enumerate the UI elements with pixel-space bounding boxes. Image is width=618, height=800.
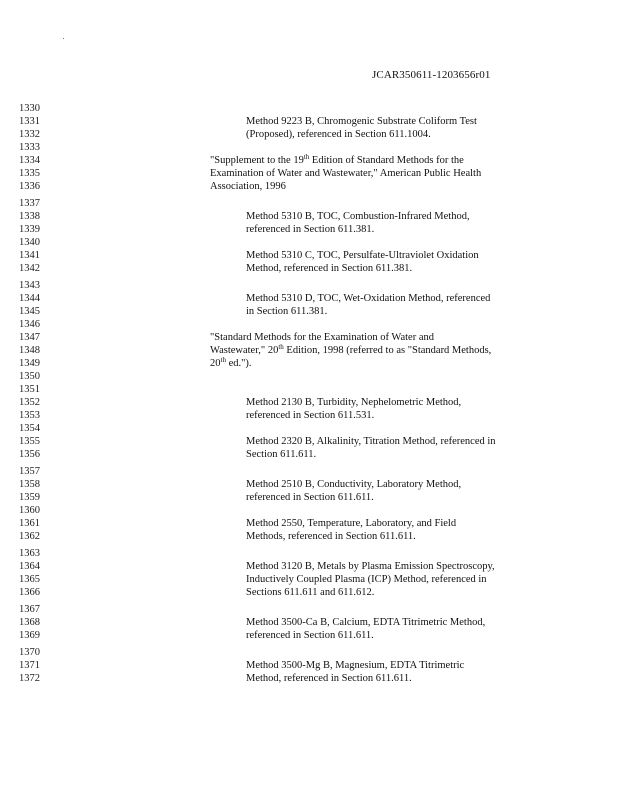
superscript: th: [303, 153, 310, 161]
text-line: Method 5310 C, TOC, Persulfate-Ultraviolet Oxidation: [246, 250, 479, 261]
line-number: 1332: [19, 129, 40, 140]
line-number: 1367: [19, 604, 40, 615]
line-number: 1341: [19, 250, 40, 261]
text-line: Method 2510 B, Conductivity, Laboratory Method,: [246, 479, 462, 490]
text-line: Method 2130 B, Turbidity, Nephelometric Method,: [246, 397, 462, 408]
line-number: 1347: [19, 332, 40, 343]
line-number: 1361: [19, 518, 40, 529]
line-number: 1354: [19, 423, 40, 434]
line-number: 1355: [19, 436, 40, 447]
text-line: Method 5310 D, TOC, Wet-Oxidation Method, referenced: [246, 293, 491, 304]
text-segment: 20: [210, 358, 221, 369]
line-number: 1358: [19, 479, 40, 490]
line-number: 1331: [19, 116, 40, 127]
superscript: th: [278, 343, 284, 351]
text-line: Method 2320 B, Alkalinity, Titration Method, referenced in: [246, 436, 496, 447]
line-number: 1337: [19, 198, 40, 209]
line-number: 1365: [19, 574, 40, 585]
text-line: Method 3500-Ca B, Calcium, EDTA Titrimetric Method,: [246, 617, 486, 628]
text-line: Association, 1996: [210, 181, 286, 192]
text-line: Method 9223 B, Chromogenic Substrate Coliform Test: [246, 116, 477, 127]
line-number: 1345: [19, 306, 40, 317]
line-number: 1342: [19, 263, 40, 274]
line-number: 1371: [19, 660, 40, 671]
line-number: 1352: [19, 397, 40, 408]
line-number: 1339: [19, 224, 40, 235]
text-line: Method 5310 B, TOC, Combustion-Infrared Method,: [246, 211, 470, 222]
line-number: 1356: [19, 449, 40, 460]
text-line: Method, referenced in Section 611.381.: [246, 263, 413, 274]
line-number: 1363: [19, 548, 40, 559]
text-line: [210, 357, 252, 370]
text-line: Method 3500-Mg B, Magnesium, EDTA Titrimetric: [246, 660, 465, 671]
text-line: Method 3120 B, Metals by Plasma Emission Spectroscopy,: [246, 561, 495, 572]
text-segment: Edition of Standard Methods for the: [309, 155, 464, 166]
line-number: 1330: [19, 103, 40, 114]
line-number: 1335: [19, 168, 40, 179]
text-line: referenced in Section 611.611.: [246, 492, 374, 503]
text-line: referenced in Section 611.381.: [246, 224, 375, 235]
text-line: "Standard Methods for the Examination of Water and: [210, 332, 434, 343]
line-number: 1348: [19, 345, 40, 356]
line-number: 1338: [19, 211, 40, 222]
text-line: Sections 611.611 and 611.612.: [246, 587, 375, 598]
line-number: 1336: [19, 181, 40, 192]
text-line: Section 611.611.: [246, 449, 317, 460]
line-number: 1370: [19, 647, 40, 658]
text-line: Examination of Water and Wastewater," American Public Health: [210, 168, 482, 179]
text-line: Method, referenced in Section 611.611.: [246, 673, 412, 684]
text-line: Methods, referenced in Section 611.611.: [246, 531, 416, 542]
line-number: 1351: [19, 384, 40, 395]
line-number: 1368: [19, 617, 40, 628]
text-line: referenced in Section 611.611.: [246, 630, 374, 641]
line-number: 1353: [19, 410, 40, 421]
line-number: 1359: [19, 492, 40, 503]
text-segment: Wastewater," 20: [210, 345, 279, 356]
line-number: 1346: [19, 319, 40, 330]
line-number: 1350: [19, 371, 40, 382]
text-segment: ed.").: [225, 358, 252, 369]
line-number: 1343: [19, 280, 40, 291]
text-line: Method 2550, Temperature, Laboratory, and Field: [246, 518, 457, 529]
text-line: [210, 154, 464, 167]
line-number: 1340: [19, 237, 40, 248]
line-number: 1360: [19, 505, 40, 516]
superscript: th: [220, 356, 226, 364]
line-number: 1334: [19, 155, 40, 166]
line-number: 1349: [19, 358, 40, 369]
text-segment: "Supplement to the 19: [210, 155, 304, 166]
text-segment: Edition, 1998 (referred to as "Standard Methods,: [283, 345, 492, 356]
text-line: referenced in Section 611.531.: [246, 410, 375, 421]
scan-speck: [63, 38, 64, 39]
line-number: 1357: [19, 466, 40, 477]
line-number: 1372: [19, 673, 40, 684]
line-number: 1362: [19, 531, 40, 542]
text-line: in Section 611.381.: [246, 306, 328, 317]
line-number: 1333: [19, 142, 40, 153]
document-id: JCAR350611-1203656r01: [372, 69, 491, 81]
text-line: [210, 344, 491, 357]
line-number: 1369: [19, 630, 40, 641]
text-line: (Proposed), referenced in Section 611.1004.: [246, 129, 431, 140]
line-number: 1366: [19, 587, 40, 598]
text-line: Inductively Coupled Plasma (ICP) Method, referenced in: [246, 574, 487, 585]
line-number: 1344: [19, 293, 40, 304]
line-number: 1364: [19, 561, 40, 572]
